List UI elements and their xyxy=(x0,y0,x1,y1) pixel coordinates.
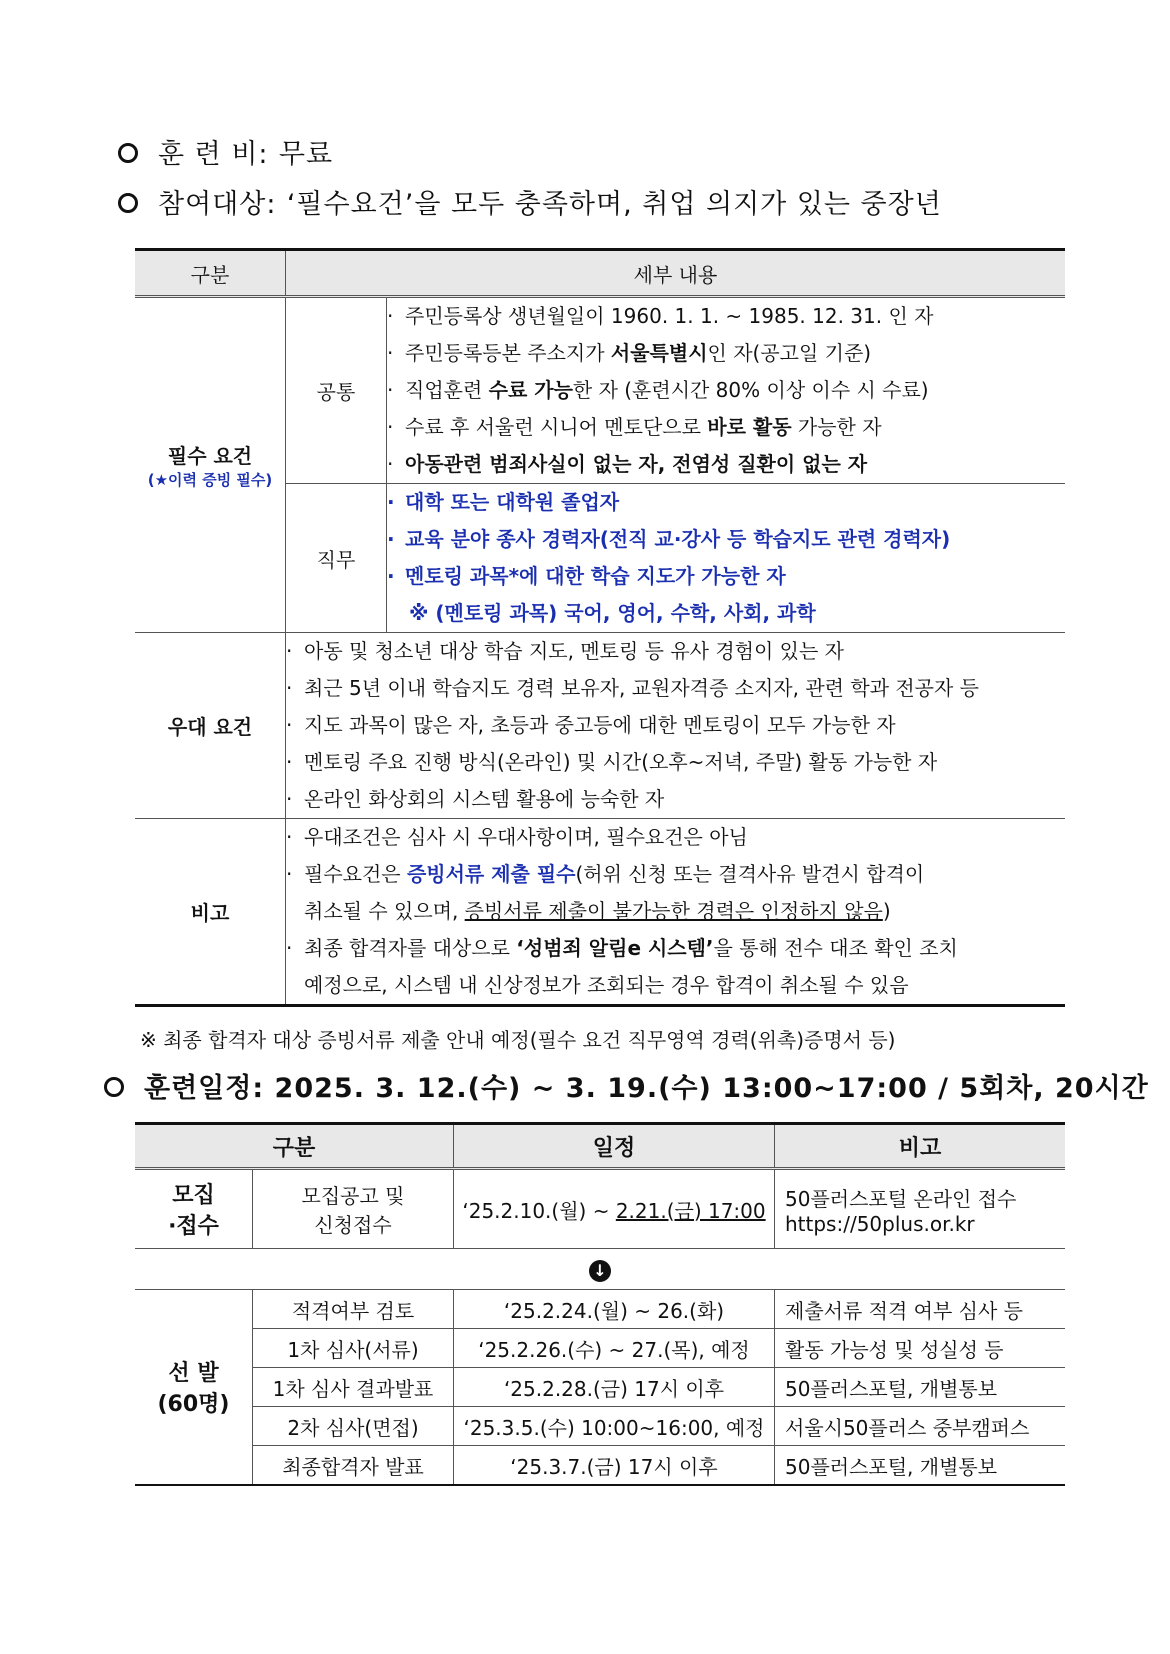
preferred-list xyxy=(286,633,1066,819)
list-item: · 직업훈련 수료 가능한 자 (훈련시간 80% 이상 이수 시 수료) xyxy=(387,378,929,402)
table-row-remarks: 50플러스포털, 개별통보 xyxy=(775,1446,1066,1486)
table-row-item: 1차 심사(서류) xyxy=(253,1329,454,1368)
remarks-list xyxy=(286,819,1066,1006)
table-row-item: 최종합격자 발표 xyxy=(253,1446,454,1486)
list-item: · 교육 분야 종사 경력자(전직 교·강사 등 학습지도 관련 경력자) xyxy=(387,527,951,551)
common-label: 공통 xyxy=(286,297,387,484)
preferred-label: 우대 요건 xyxy=(135,633,286,819)
header-schedule: 일정 xyxy=(454,1124,775,1169)
list-item: · 멘토링 과목*에 대한 학습 지도가 가능한 자 xyxy=(387,564,786,588)
list-item: · 온라인 화상회의 시스템 활용에 능숙한 자 xyxy=(286,787,665,811)
table-row-remarks: 서울시50플러스 중부캠퍼스 xyxy=(775,1407,1066,1446)
header-category: 구분 xyxy=(135,1124,454,1169)
table-row-date: ‘25.2.24.(월) ~ 26.(화) xyxy=(454,1290,775,1329)
heading-label: 훈 련 비: xyxy=(158,139,269,170)
table-row-remarks: 50플러스포털, 개별통보 xyxy=(775,1368,1066,1407)
table-row-date: ‘25.3.7.(금) 17시 이후 xyxy=(454,1446,775,1486)
circle-bullet-icon xyxy=(118,143,138,163)
list-item: · 필수요건은 증빙서류 제출 필수(허위 신청 또는 결격사유 발견시 합격이 xyxy=(286,862,925,886)
list-item: · 주민등록상 생년월일이 1960. 1. 1. ~ 1985. 12. 31. 인 자 xyxy=(387,304,934,328)
heading-value: ‘필수요건’을 모두 충족하며, 취업 의지가 있는 중장년 xyxy=(286,189,942,220)
header-remarks: 비고 xyxy=(775,1124,1066,1169)
table-row-remarks: 활동 가능성 및 성실성 등 xyxy=(775,1329,1066,1368)
table-row-item: 적격여부 검토 xyxy=(253,1290,454,1329)
selection-category: 선 발 (60명) xyxy=(135,1290,253,1486)
table-row-remarks: 제출서류 적격 여부 심사 등 xyxy=(775,1290,1066,1329)
list-item: · 주민등록등본 주소지가 서울특별시인 자(공고일 기준) xyxy=(387,341,872,365)
header-category: 구분 xyxy=(135,250,286,297)
list-item-continued: 예정으로, 시스템 내 신상정보가 조회되는 경우 합격이 취소될 수 있음 xyxy=(304,973,909,997)
list-item: · 우대조건은 심사 시 우대사항이며, 필수요건은 아님 xyxy=(286,825,748,849)
arrow-down-icon: ↓ xyxy=(589,1260,611,1282)
recruit-remarks: 50플러스포털 온라인 접수 https://50plus.or.kr xyxy=(775,1169,1066,1249)
recruit-item: 모집공고 및 신청접수 xyxy=(253,1169,454,1249)
circle-bullet-icon xyxy=(118,193,138,213)
list-item: · 아동 및 청소년 대상 학습 지도, 멘토링 등 유사 경험이 있는 자 xyxy=(286,639,844,663)
heading-training-fee xyxy=(118,132,333,171)
heading-value: 2025. 3. 12.(수) ~ 3. 19.(수) 13:00~17:00 / 5회차, 20시간 xyxy=(274,1073,1149,1104)
requirements-table xyxy=(135,248,1065,1007)
list-item: · 최근 5년 이내 학습지도 경력 보유자, 교원자격증 소지자, 관련 학과 전공자 등 xyxy=(286,676,979,700)
flow-arrow-row xyxy=(135,1249,1065,1290)
table-row-date: ‘25.2.26.(수) ~ 27.(목), 예정 xyxy=(454,1329,775,1368)
table-row-date: ‘25.3.5.(수) 10:00~16:00, 예정 xyxy=(454,1407,775,1446)
list-item-note: ※ (멘토링 과목) 국어, 영어, 수학, 사회, 과학 xyxy=(409,601,816,625)
remarks-label: 비고 xyxy=(135,819,286,1006)
job-list xyxy=(387,484,1066,633)
circle-bullet-icon xyxy=(104,1077,124,1097)
heading-schedule xyxy=(104,1066,1149,1105)
list-item: · 최종 합격자를 대상으로 ‘성범죄 알림e 시스템’을 통해 전수 대조 확인 조치 xyxy=(286,936,958,960)
list-item: · 멘토링 주요 진행 방식(온라인) 및 시간(오후~저녁, 주말) 활동 가능한 자 xyxy=(286,750,938,774)
list-item: · 지도 과목이 많은 자, 초등과 중고등에 대한 멘토링이 모두 가능한 자 xyxy=(286,713,896,737)
job-label: 직무 xyxy=(286,484,387,633)
heading-label: 참여대상: xyxy=(158,189,277,220)
list-item: · 아동관련 범죄사실이 없는 자, 전염성 질환이 없는 자 xyxy=(387,452,868,476)
heading-label: 훈련일정: xyxy=(144,1073,265,1104)
required-label: 필수 요건 xyxy=(167,444,253,468)
header-details: 세부 내용 xyxy=(286,250,1066,297)
heading-value: 무료 xyxy=(278,139,334,170)
required-sub-label: (★이력 증빙 필수) xyxy=(147,471,273,489)
table-row-item: 2차 심사(면접) xyxy=(253,1407,454,1446)
common-list xyxy=(387,297,1066,484)
table-row-date: ‘25.2.28.(금) 17시 이후 xyxy=(454,1368,775,1407)
list-item-continued: 취소될 수 있으며, 증빙서류 제출이 불가능한 경력은 인정하지 않음) xyxy=(304,899,891,923)
schedule-table xyxy=(135,1122,1065,1486)
document-note: ※ 최종 합격자 대상 증빙서류 제출 안내 예정(필수 요건 직무영역 경력(위촉)증명서 등) xyxy=(140,1028,896,1052)
list-item: · 수료 후 서울런 시니어 멘토단으로 바로 활동 가능한 자 xyxy=(387,415,882,439)
recruit-category: 모집 ·접수 xyxy=(135,1169,253,1249)
list-item: · 대학 또는 대학원 졸업자 xyxy=(387,490,620,514)
required-label-cell xyxy=(135,297,286,633)
heading-target xyxy=(118,182,942,221)
table-row-item: 1차 심사 결과발표 xyxy=(253,1368,454,1407)
recruit-date: ‘25.2.10.(월) ~ 2.21.(금) 17:00 xyxy=(454,1169,775,1249)
